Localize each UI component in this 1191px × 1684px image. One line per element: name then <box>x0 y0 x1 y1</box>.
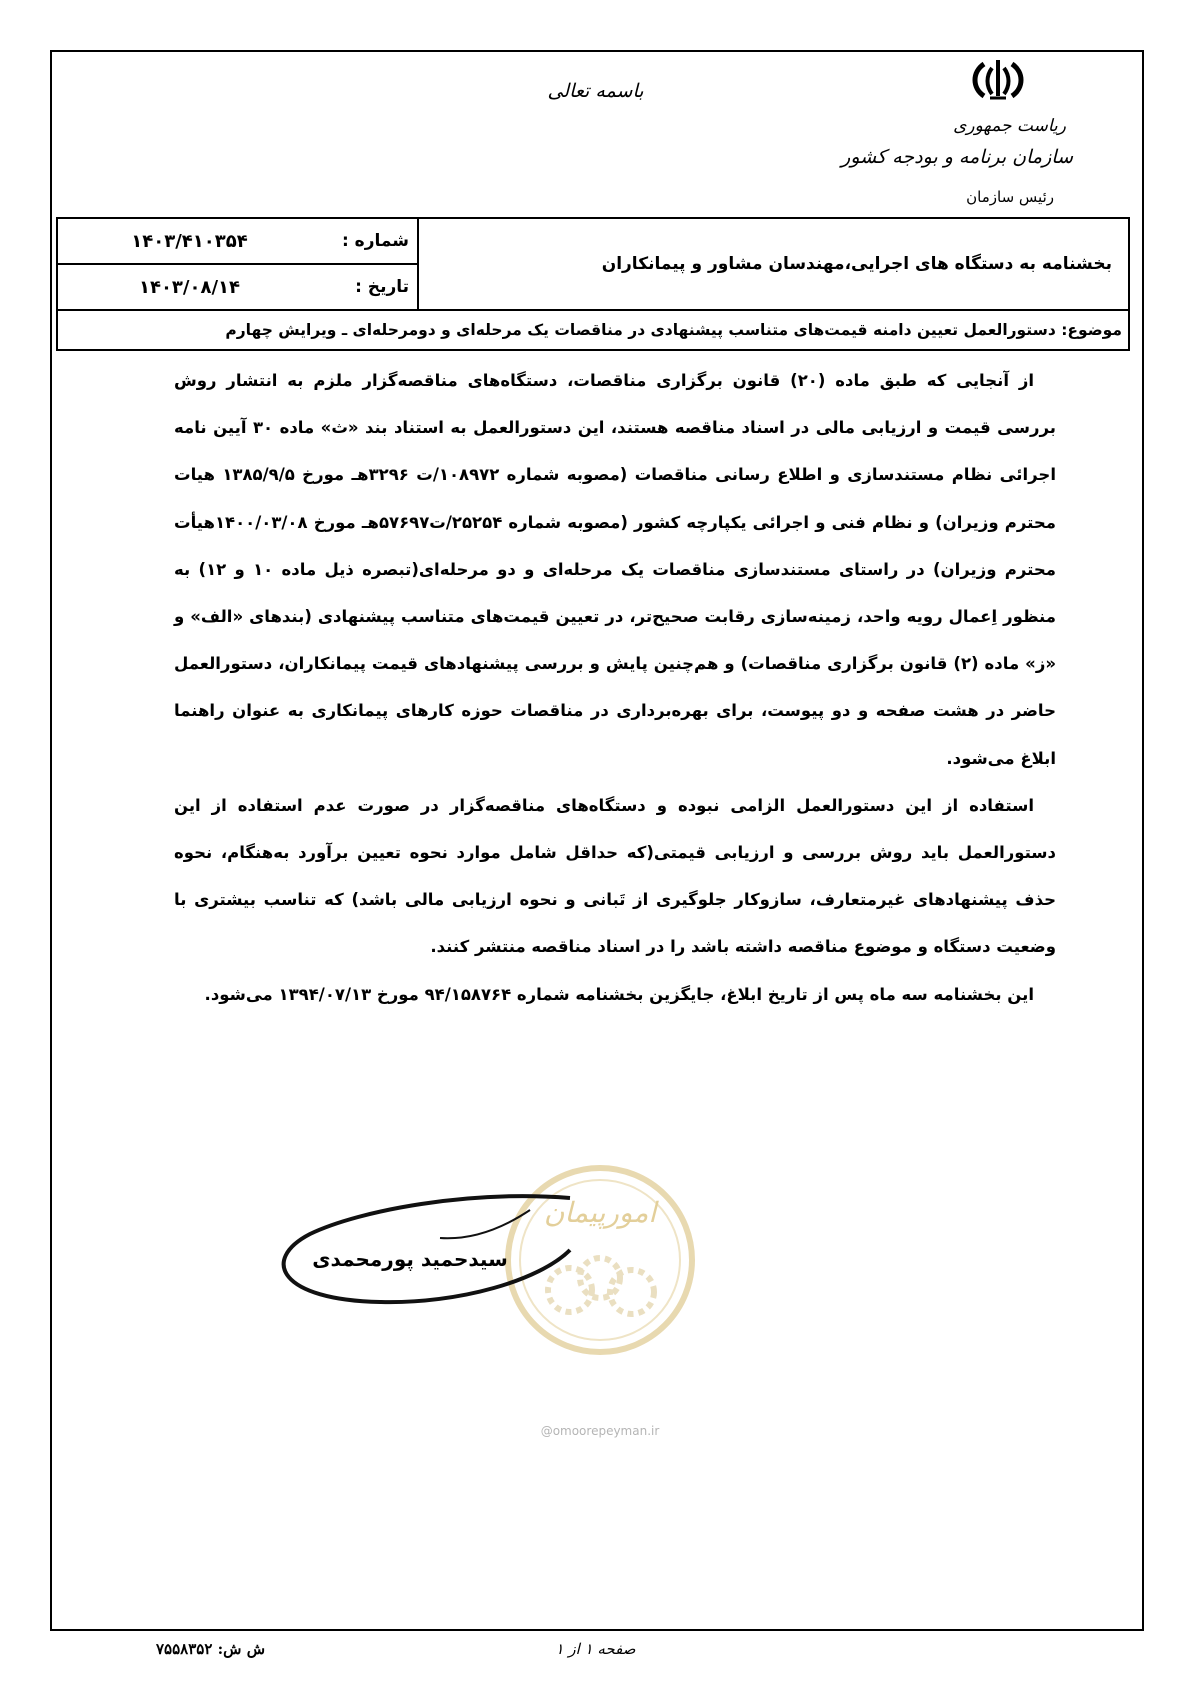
number-label: شماره : <box>321 218 418 264</box>
signatory-name: سیدحمید پورمحمدی <box>312 1247 508 1271</box>
org-head-title: رئیس سازمان <box>966 188 1054 206</box>
date-value: ۱۴۰۳/۰۸/۱۴ <box>57 264 321 310</box>
org-name: سازمان برنامه و بودجه کشور <box>841 146 1073 168</box>
date-label: تاریخ : <box>321 264 418 310</box>
letter-body <box>174 357 1056 1018</box>
body-paragraph-1: از آنجایی که طبق ماده (۲۰) قانون برگزاری مناقصات، دستگاه‌های مناقصه‌گزار ملزم به انتشار روش بررسی قیمت و ارزیابی مالی در اسناد مناقصه هستند، این دستورالعمل به استناد بند «ث» ماده ۳۰ آیین نامه اجرائی نظام مستندسازی و اطلاع رسانی مناقصات (مصوبه شماره ۱۰۸۹۷۲/ت ۳۲۹۶هـ مورخ ۱۳۸۵/۹/۵ هیات محترم وزیران) و نظام فنی و اجرائی یکپارچه کشور (مصوبه شماره ۲۵۲۵۴/ت۵۷۶۹۷هـ مورخ ۱۴۰۰/۰۳/۰۸هیأت محترم وزیران) در راستای مستندسازی مناقصات یک مرحله‌ای و دو مرحله‌ای(تبصره ذیل ماده ۱۰ و ۱۲) به منظور اِعمال رویه واحد، زمینه‌سازی رقابت صحیح‌تر، در تعیین قیمت‌های متناسب پیشنهادی (بندهای «الف» و «ز» ماده (۲) قانون برگزاری مناقصات) و هم‌چنین پایش و بررسی پیشنهادهای قیمت پیمانکاران، دستورالعمل حاضر در هشت صفحه و دو پیوست، برای بهره‌برداری در مناقصات حوزه کارهای پیمانکاری به عنوان راهنما ابلاغ می‌شود. <box>174 371 1056 768</box>
body-paragraph-3: این بخشنامه سه ماه پس از تاریخ ابلاغ، جایگزین بخشنامه شماره ۹۴/۱۵۸۷۶۴ مورخ ۱۳۹۴/۰۷/۱۳ می‌شود. <box>204 984 1034 1004</box>
stamp-text: امورپیمان <box>543 1196 657 1229</box>
body-paragraph-2: استفاده از این دستورالعمل الزامی نبوده و دستگاه‌های مناقصه‌گزار در صورت عدم استفاده از این دستورالعمل باید روش بررسی و ارزیابی قیمتی(که حداقل شامل موارد نحوه تعیین برآورد به‌هنگام، نحوه حذف پیشنهادهای غیرمتعارف، سازوکار جلوگیری از تَبانی و نحوه ارزیابی مالی باشد) که تناسب بیشتری با وضعیت دستگاه و موضوع مناقصه داشته باشد را در اسناد مناقصه منتشر کنند. <box>174 795 1056 957</box>
number-value: ۱۴۰۳/۴۱۰۳۵۴ <box>57 218 321 264</box>
footer-page-number: صفحه ۱ از ۱ <box>555 1640 636 1658</box>
recipient: بخشنامه به دستگاه های اجرایی،مهندسان مشاور و پیمانکاران <box>418 218 1129 310</box>
footer-tracking-code: ش ش: ۷۵۵۸۳۵۲ <box>156 1640 266 1658</box>
invocation-text: باسمه تعالی <box>547 80 644 102</box>
stamp-website: @omoorepeyman.ir <box>540 1424 660 1438</box>
org-presidency: ریاست جمهوری <box>953 116 1066 136</box>
subject-line: موضوع: دستورالعمل تعیین دامنه قیمت‌های متناسب پیشنهادی در مناقصات یک مرحله‌ای و دومرحله‌ای ـ ویرایش چهارم <box>57 310 1129 350</box>
letter-meta-table <box>56 217 1130 351</box>
iran-emblem-icon <box>970 58 1026 102</box>
